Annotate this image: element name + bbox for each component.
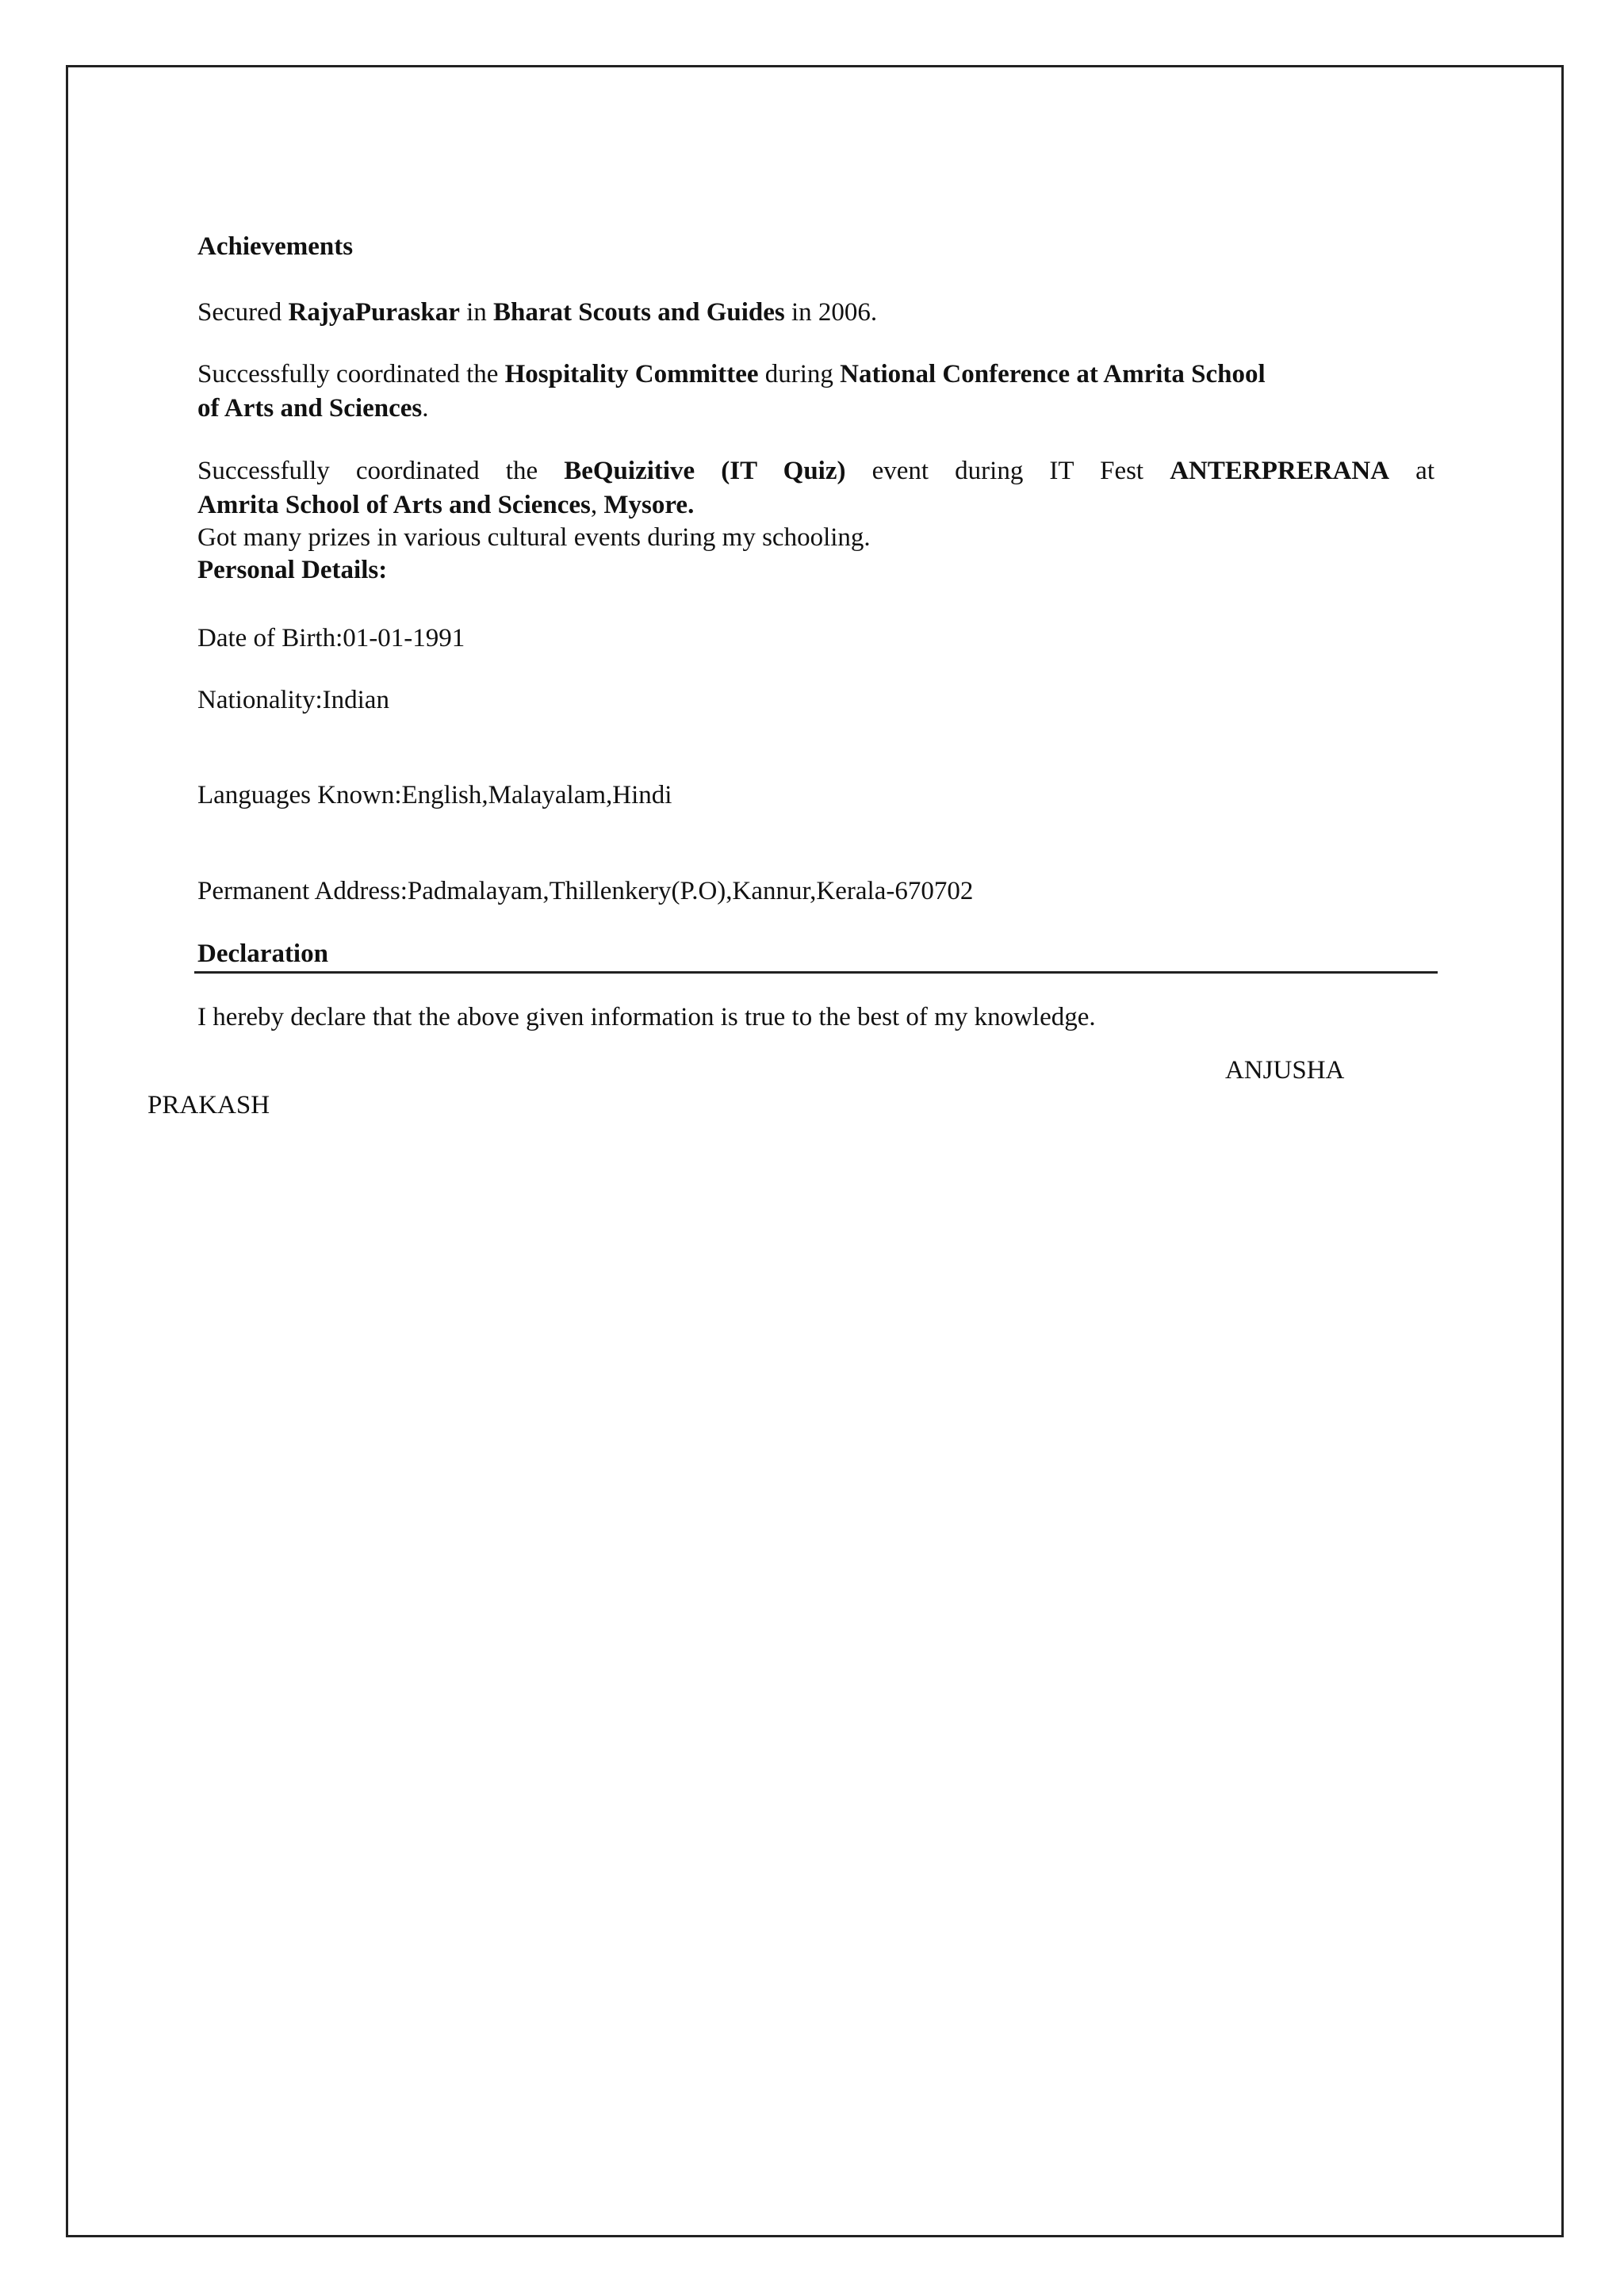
declaration-divider (194, 971, 1438, 974)
declaration-text: I hereby declare that the above given information is true to the best of my knowledge. (197, 1003, 1096, 1031)
achievement-item-quiz (197, 454, 1434, 522)
achievements-heading: Achievements (197, 232, 354, 261)
languages-known: Languages Known:English,Malayalam,Hindi (197, 781, 672, 809)
achievement-item-quiz-line2: Amrita School of Arts and Sciences, Mysore. (197, 491, 695, 519)
achievement-item-cultural: Got many prizes in various cultural events during my schooling. (197, 523, 871, 552)
achievement-item-scouts: Secured RajyaPuraskar in Bharat Scouts and Guides in 2006. (197, 298, 878, 327)
signature-last-name: PRAKASH (147, 1091, 270, 1119)
nationality: Nationality:Indian (197, 686, 389, 714)
achievement-item-hospitality (197, 358, 1434, 426)
achievement-item-quiz-line1: Successfully coordinated the BeQuizitive (IT Quiz) event during IT Fest ANTERPRERANA at (197, 457, 1434, 485)
achievement-item-hospitality-line2: of Arts and Sciences. (197, 394, 429, 423)
signature-first-name: ANJUSHA (1225, 1056, 1345, 1085)
date-of-birth: Date of Birth:01-01-1991 (197, 624, 465, 652)
achievement-item-hospitality-line1: Successfully coordinated the Hospitality Committee during National Conference at Amrita School (197, 360, 1266, 388)
personal-details-heading: Personal Details: (197, 556, 388, 584)
permanent-address: Permanent Address:Padmalayam,Thillenkery(P.O),Kannur,Kerala-670702 (197, 877, 974, 905)
declaration-heading: Declaration (197, 939, 328, 968)
